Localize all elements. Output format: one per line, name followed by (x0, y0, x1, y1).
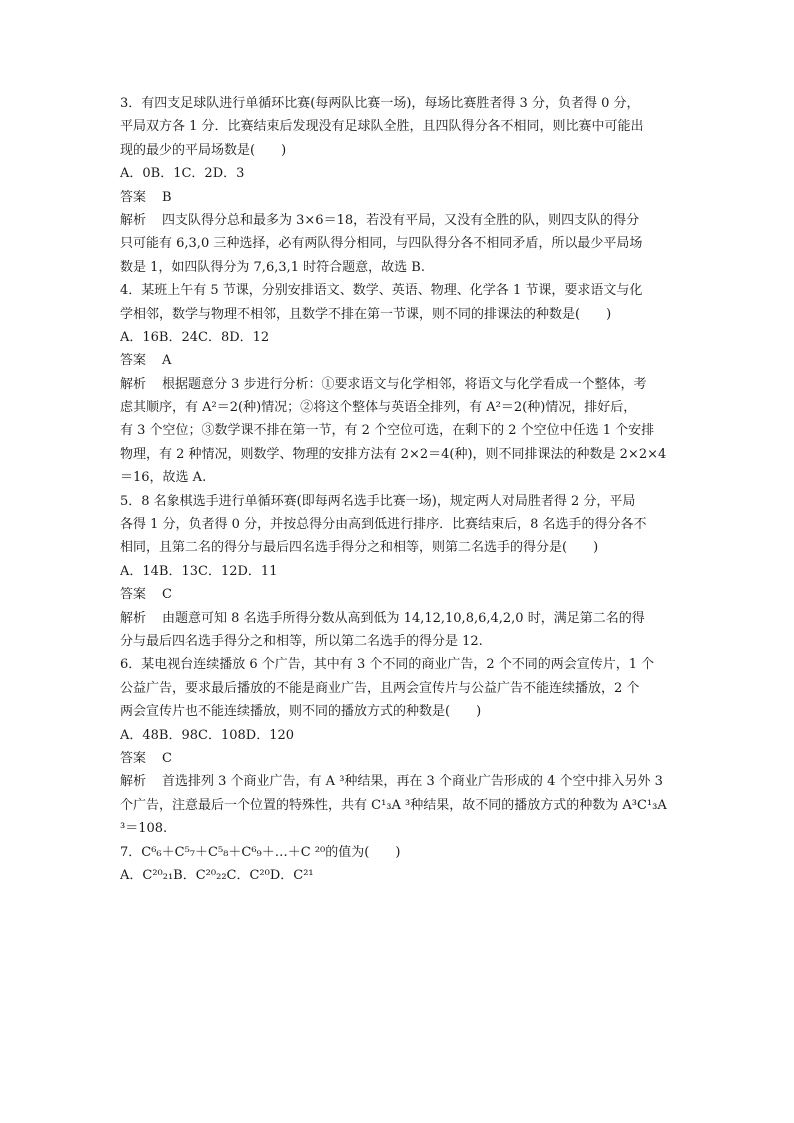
answer-label: 答案 (120, 189, 147, 205)
answer-label: 答案 (120, 750, 147, 766)
answer-options: A．C²⁰₂₁B．C²⁰₂₂C．C²⁰D．C²¹ (120, 867, 314, 883)
analysis-text: 四支队得分总和最多为 3×6＝18，若没有平局，又没有全胜的队，则四支队的得分 (162, 212, 640, 228)
analysis-line: ＝16，故选 A. (120, 470, 207, 486)
analysis-line: 有 3 个空位；③数学课不排在第一节，有 2 个空位可选，在剩下的 2 个空位中任选 1 个安排 (120, 423, 655, 439)
question-stem-line: 7．C⁶₆＋C⁵₇＋C⁵₈＋C⁶₉＋…＋C ²⁰的值为( ) (120, 844, 401, 860)
answer-row (120, 747, 680, 770)
analysis-line: 物理，有 2 种情况，则数学、物理的安排方法有 2×2＝4(种)，则不同排课法的种数是 2×2×4 (120, 446, 667, 462)
question-stem-line: 6．某电视台连续播放 6 个广告，其中有 3 个不同的商业广告，2 个不同的两会宣传片，1 个 (120, 657, 655, 673)
answer-row (120, 349, 680, 372)
analysis-line: 数是 1，如四队得分为 7,6,3,1 时符合题意，故选 B. (120, 259, 425, 275)
answer-value: C (162, 750, 172, 766)
answer-options: A．0B．1C．2D．3 (120, 166, 245, 182)
answer-row (120, 186, 680, 209)
question-stem-line: 5．8 名象棋选手进行单循环赛(即每两名选手比赛一场)，规定两人对局胜者得 2 分，平局 (120, 493, 636, 509)
question-stem-line: 现的最少的平局场数是( ) (120, 142, 287, 158)
analysis-label: 解析 (120, 610, 147, 626)
answer-label: 答案 (120, 353, 147, 369)
analysis-text: 根据题意分 3 步进行分析：①要求语文与化学相邻，将语文与化学看成一个整体，考 (162, 376, 647, 392)
question-3 (120, 92, 680, 279)
question-6 (120, 653, 680, 840)
analysis-line (120, 209, 680, 232)
analysis-line (120, 373, 680, 396)
analysis-line: 只可能有 6,3,0 三种选择，必有两队得分相同，与四队得分各不相同矛盾，所以最少平局场 (120, 236, 643, 252)
question-4 (120, 279, 680, 490)
analysis-line: ³＝108. (120, 821, 168, 837)
analysis-text: 首选排列 3 个商业广告，有 A ³种结果，再在 3 个商业广告形成的 4 个空中排入另外 3 (162, 774, 663, 790)
answer-options: A．14B．13C．12D．11 (120, 563, 278, 579)
analysis-line: 个广告，注意最后一个位置的特殊性，共有 C¹₃A ³种结果，故不同的播放方式的种数为 A³C¹₃A (120, 797, 667, 813)
question-stem-line: 相同，且第二名的得分与最后四名选手得分之和相等，则第二名选手的得分是( ) (120, 540, 599, 556)
answer-value: B (162, 189, 172, 205)
question-stem-line: 平局双方各 1 分．比赛结束后发现没有足球队全胜，且四队得分各不相同，则比赛中可能出 (120, 119, 644, 135)
question-stem-line: 公益广告，要求最后播放的不能是商业广告，且两会宣传片与公益广告不能连续播放，2 个 (120, 680, 640, 696)
question-7 (120, 841, 680, 888)
answer-options: A．48B．98C．108D．120 (120, 727, 295, 743)
question-stem-line: 两会宣传片也不能连续播放，则不同的播放方式的种数是( ) (120, 704, 482, 720)
analysis-label: 解析 (120, 774, 147, 790)
analysis-line: 虑其顺序，有 A²＝2(种)情况；②将这个整体与英语全排列，有 A²＝2(种)情况，排好后， (120, 400, 637, 416)
answer-value: C (162, 587, 172, 603)
analysis-label: 解析 (120, 376, 147, 392)
analysis-label: 解析 (120, 212, 147, 228)
analysis-line: 分与最后四名选手得分之和相等，所以第二名选手的得分是 12. (120, 633, 483, 649)
document-page (120, 92, 680, 887)
analysis-line (120, 770, 680, 793)
question-stem-line: 3．有四支足球队进行单循环比赛(每两队比赛一场)，每场比赛胜者得 3 分，负者得 0 分， (120, 96, 640, 111)
answer-options: A．16B．24C．8D．12 (120, 329, 270, 345)
question-stem-line: 各得 1 分，负者得 0 分，并按总得分由高到低进行排序．比赛结束后，8 名选手的得分各不 (120, 517, 647, 533)
analysis-line (120, 607, 680, 630)
answer-row (120, 583, 680, 606)
question-5 (120, 490, 680, 654)
question-stem-line: 学相邻，数学与物理不相邻，且数学不排在第一节课，则不同的排课法的种数是( ) (120, 306, 612, 322)
analysis-text: 由题意可知 8 名选手所得分数从高到低为 14,12,10,8,6,4,2,0 时，满足第二名的得 (162, 610, 645, 626)
answer-label: 答案 (120, 587, 147, 603)
question-stem-line: 4．某班上午有 5 节课，分别安排语文、数学、英语、物理、化学各 1 节课，要求语文与化 (120, 283, 643, 299)
answer-value: A (162, 353, 172, 369)
